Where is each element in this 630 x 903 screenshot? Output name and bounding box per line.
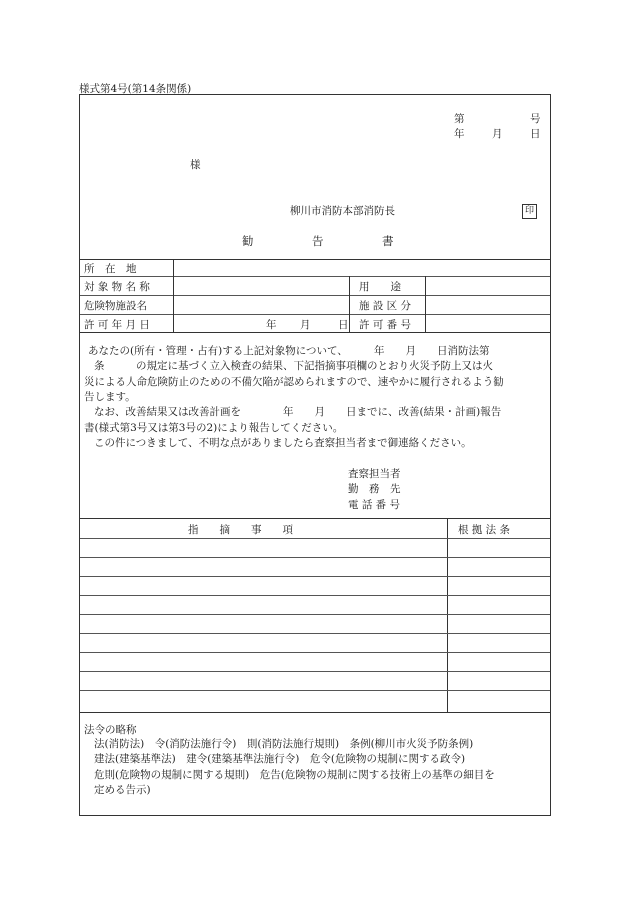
body-line: 書(様式第3号又は第3号の2)により報告してください。 <box>84 422 344 434</box>
table-row <box>80 671 550 672</box>
findings-column-divider <box>447 518 448 712</box>
document-title-char-3: 書 <box>382 234 394 248</box>
permit-date-month: 月 <box>300 319 311 331</box>
issue-date-month: 月 <box>492 128 503 140</box>
body-line: あなたの(所有・管理・占有)する上記対象物について、 年 月 日消防法第 <box>88 345 490 357</box>
permit-date-label: 許 可 年 月 日 <box>84 319 150 331</box>
document-number-suffix: 号 <box>530 113 541 125</box>
table-row <box>80 538 550 539</box>
location-label: 所 在 地 <box>84 263 137 275</box>
use-label: 用 途 <box>359 281 401 293</box>
abbreviations-line: 建法(建築基準法) 建令(建築基準法施行令) 危令(危険物の規制に関する政令) <box>94 753 466 765</box>
table-row <box>80 633 550 634</box>
issuer-name: 柳川市消防本部消防長 <box>290 205 395 217</box>
grid-line <box>425 276 426 332</box>
issue-date-day: 日 <box>530 128 541 140</box>
abbreviations-title: 法令の略称 <box>84 724 137 736</box>
findings-table-top <box>80 518 550 519</box>
inspector-label: 査察担当者 <box>348 468 401 480</box>
hazmat-facility-label: 危険物施設名 <box>84 300 147 312</box>
body-line: 条 の規定に基づく立入検査の結果、下記指摘事項欄のとおり火災予防上又は火 <box>94 360 493 372</box>
grid-line <box>80 295 550 296</box>
permit-date-year: 年 <box>266 319 277 331</box>
abbreviations-line: 法(消防法) 令(消防法施行令) 則(消防法施行規則) 条例(柳川市火災予防条例) <box>94 738 474 750</box>
grid-line <box>80 276 550 277</box>
issue-date-year: 年 <box>454 128 465 140</box>
workplace-label: 勤 務 先 <box>348 483 401 495</box>
abbreviations-line: 危則(危険物の規制に関する規則) 危告(危険物の規制に関する技術上の基準の細目を <box>94 769 495 781</box>
table-row <box>80 595 550 596</box>
grid-line <box>173 259 174 332</box>
permit-date-day: 日 <box>338 319 349 331</box>
document-number-prefix: 第 <box>454 113 465 125</box>
body-line: 告します。 <box>84 391 136 403</box>
findings-items-header: 指 摘 事 項 <box>188 524 293 536</box>
phone-label: 電 話 番 号 <box>348 499 401 511</box>
grid-line <box>80 314 550 315</box>
seal-mark: 印 <box>522 204 537 219</box>
target-name-label: 対 象 物 名 称 <box>84 281 150 293</box>
document-title-char-2: 告 <box>312 234 324 248</box>
table-row <box>80 690 550 691</box>
abbreviations-line: 定める告示) <box>94 784 151 796</box>
facility-class-label: 施 設 区 分 <box>359 300 412 312</box>
kankoku-form <box>79 94 551 816</box>
document-title-char-1: 勧 <box>242 234 254 248</box>
findings-table-bottom <box>80 712 550 713</box>
grid-line <box>80 259 550 260</box>
body-line: なお、改善結果又は改善計画を 年 月 日までに、改善(結果・計画)報告 <box>94 406 502 418</box>
body-line: この件につきまして、不明な点がありましたら査察担当者まで御連絡ください。 <box>94 437 472 449</box>
body-line: 災による人命危険防止のための不備欠陥が認められますので、速やかに履行されるよう勧 <box>84 376 504 388</box>
grid-line <box>80 332 550 333</box>
findings-basis-header: 根 拠 法 条 <box>458 524 511 536</box>
table-row <box>80 557 550 558</box>
table-row <box>80 614 550 615</box>
form-number: 様式第4号(第14条関係) <box>79 83 192 95</box>
table-row <box>80 652 550 653</box>
grid-line <box>349 276 350 332</box>
permit-number-label: 許 可 番 号 <box>359 319 412 331</box>
addressee-suffix: 様 <box>190 159 201 171</box>
table-row <box>80 576 550 577</box>
